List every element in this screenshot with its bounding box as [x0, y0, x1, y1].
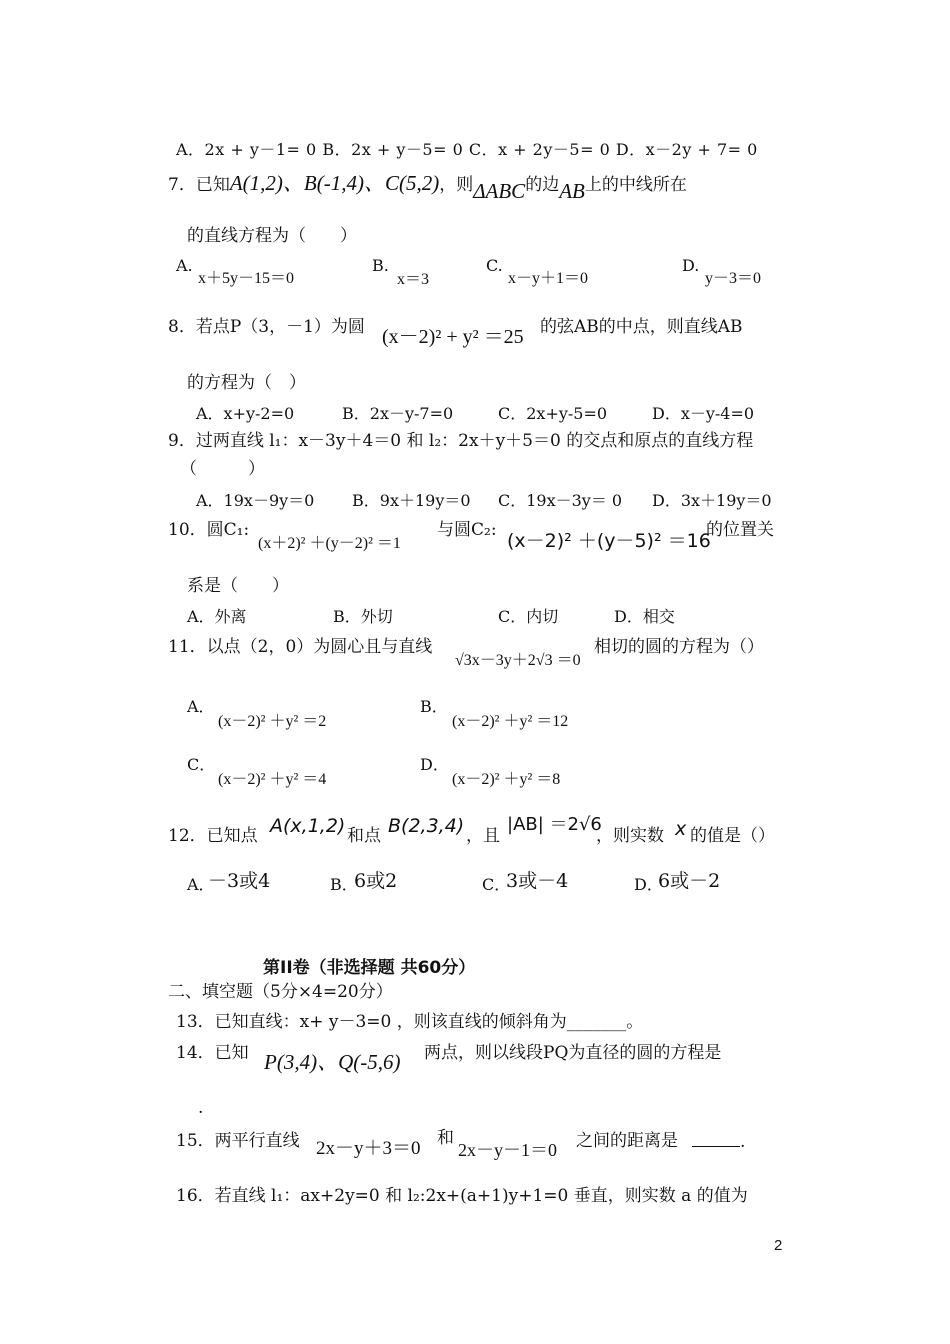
q7-line2: 的直线方程为（ ）	[187, 226, 357, 246]
q10-mid: 与圆C₂:	[437, 520, 497, 540]
q11-prefix: 11．以点（2，0）为圆心且与直线	[168, 637, 433, 657]
q12-option-b-label: B．	[330, 875, 358, 894]
q12-mid: 和点	[347, 826, 381, 846]
q7-option-d-label: D.	[682, 256, 700, 275]
q12-suffix: 的值是（）	[690, 826, 775, 846]
q16: 16．若直线 l₁：ax+2y=0 和 l₂:2x+(a+1)y+1=0 垂直，则实数 a 的值为	[176, 1186, 748, 1206]
q12-point-b-text: B(2,3,4)	[388, 815, 465, 837]
q11-option-d-label: D．	[420, 755, 449, 774]
q8-option-c: C．2x+y-5=0	[498, 404, 608, 423]
q9-option-b: B．9x＋19y＝0	[352, 491, 471, 510]
q12-distance: |AB| ＝2√6	[507, 814, 602, 835]
q15-line1: 2x－y＋3＝0	[316, 1138, 421, 1159]
q7-option-b: x＝3	[397, 271, 430, 288]
q11-option-c: (x－2)² ＋y² ＝4	[218, 771, 327, 788]
q12-mid2: ，且	[466, 826, 500, 846]
q8-option-d: D．x－y-4=0	[652, 404, 755, 423]
q7-prefix: 7．已知	[168, 175, 230, 195]
q9-option-c: C．19x－3y＝ 0	[498, 491, 623, 510]
q9-line1: 9．过两直线 l₁：x－3y＋4＝0 和 l₂：2x＋y＋5＝0 的交点和原点的直线方程	[168, 431, 754, 451]
q14-points: P(3,4)、Q(-5,6)	[264, 1050, 401, 1074]
q12-option-c-label: C．	[482, 875, 511, 894]
q8-option-a: A．x+y-2=0	[196, 404, 295, 423]
q11-line-equation: √3x－3y＋2√3 ＝0	[455, 652, 581, 669]
q7-option-c: x－y＋1＝0	[508, 270, 589, 287]
q13: 13．已知直线：x+ y－3=0 ，则该直线的倾斜角为_______。	[176, 1012, 644, 1032]
page-number: 2	[774, 1237, 783, 1254]
q15-line2: 2x－y－1＝0	[458, 1140, 557, 1160]
q7-option-c-label: C.	[486, 256, 503, 275]
q11-option-a-label: A．	[187, 697, 215, 716]
q10-option-d: D．相交	[614, 607, 675, 626]
q7-mid2: 的边	[525, 175, 560, 195]
q8-circle: (x－2)² + y² ＝25	[382, 326, 524, 348]
q10-circle2: (x－2)² ＋(y－5)² ＝16	[507, 530, 711, 552]
q7-triangle: ΔABC	[473, 179, 526, 203]
q9-option-a: A．19x－9y＝0	[196, 491, 315, 510]
q8-option-b: B．2x－y-7=0	[342, 404, 454, 423]
q10-line2: 系是（ ）	[187, 576, 289, 596]
q8-suffix: 的弦AB的中点，则直线AB	[540, 317, 743, 337]
q8-prefix: 8．若点P（3，－1）为圆	[168, 317, 365, 337]
q7-option-a-label: A.	[176, 256, 193, 275]
q12-option-d: 6或－2	[658, 870, 721, 892]
q7-segment: AB	[559, 179, 585, 203]
q9-line2: （ ）	[180, 459, 265, 479]
q7-line1	[168, 172, 687, 206]
q12-point-a-text: A(x,1,2)	[270, 815, 346, 837]
q12-option-b: 6或2	[354, 870, 398, 892]
q10-suffix: 的位置关	[706, 520, 774, 540]
q12-prefix: 12．已知点	[168, 826, 258, 846]
q15-blank	[692, 1130, 745, 1153]
q11-option-b-label: B．	[420, 697, 448, 716]
q7-mid: ，则	[439, 175, 474, 195]
q11-option-d: (x－2)² ＋y² ＝8	[452, 771, 561, 788]
q14-line2: .	[198, 1098, 204, 1118]
q12-option-d-label: D．	[634, 875, 663, 894]
part2-title: 第II卷（非选择题 共60分）	[263, 958, 476, 978]
q7-option-b-label: B.	[372, 256, 389, 275]
q10-prefix: 10．圆C₁:	[168, 520, 250, 540]
q8-line2: 的方程为（ ）	[187, 373, 306, 393]
q7-suffix: 上的中线所在	[584, 175, 687, 195]
q7-points: A(1,2)、B(-1,4)、C(5,2)	[229, 171, 440, 195]
q14-prefix: 14．已知	[176, 1043, 249, 1063]
q11-option-c-label: C．	[187, 755, 216, 774]
q10-option-a: A．外离	[187, 607, 247, 626]
q10-option-b: B．外切	[333, 607, 393, 626]
q7-option-d: y－3＝0	[705, 270, 762, 287]
q15-prefix: 15．两平行直线	[176, 1131, 300, 1151]
q12-option-a: －3或4	[208, 870, 271, 892]
q10-circle1: (x＋2)² ＋(y－2)² ＝1	[258, 535, 401, 552]
q15-end: .	[740, 1132, 746, 1152]
q7-option-a: x＋5y－15＝0	[198, 270, 295, 287]
q11-option-a: (x－2)² ＋y² ＝2	[218, 713, 327, 730]
section2-heading: 二、填空题（5分×4=20分）	[168, 982, 393, 1002]
q9-option-d: D．3x＋19y＝0	[652, 491, 772, 510]
q11-option-b: (x－2)² ＋y² ＝12	[452, 713, 569, 730]
q11-suffix: 相切的圆的方程为（）	[594, 637, 764, 657]
q15-answer-blank	[692, 1130, 740, 1147]
q10-option-c: C．内切	[498, 607, 559, 626]
q12-option-a-label: A．	[187, 875, 215, 894]
q12-point-a	[270, 815, 345, 837]
q14-suffix: 两点，则以线段PQ为直径的圆的方程是	[424, 1043, 722, 1063]
q12-mid3: ，则实数	[596, 826, 664, 846]
q12-point-b	[388, 815, 464, 837]
q15-mid: 和	[437, 1128, 454, 1148]
q12-option-c: 3或－4	[506, 870, 569, 892]
q15-suffix: 之间的距离是	[576, 1131, 678, 1151]
q12-variable: x	[675, 818, 687, 840]
q6-options: A．2x + y－1= 0 B．2x + y－5= 0 C．x + 2y－5= 0 D．x－2y + 7= 0	[176, 140, 758, 159]
